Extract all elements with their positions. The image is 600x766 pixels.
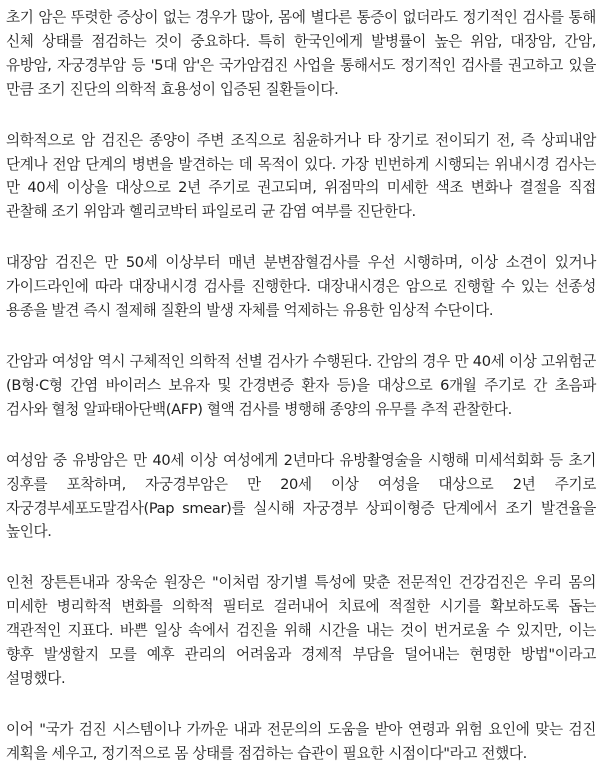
article-paragraph: 초기 암은 뚜렷한 증상이 없는 경우가 많아, 몸에 별다른 통증이 없더라도 정기적인 검사를 통해 신체 상태를 점검하는 것이 중요하다. 특히 한국인에게 발병률이 높은 위암, 대장암, 간암, 유방암, 자궁경부암 등 '5대 암'은 국가암검진 사업을 통해서도 정기적인 검사를 권고하고 있을 만큼 조기 진단의 의학적 효용성이 입증된 질환들이다. bbox=[6, 9, 596, 98]
article-paragraph: 의학적으로 암 검진은 종양이 주변 조직으로 침윤하거나 타 장기로 전이되기 전, 즉 상피내암 단계나 전암 단계의 병변을 발견하는 데 목적이 있다. 가장 빈번하게 시행되는 위내시경 검사는 만 40세 이상을 대상으로 2년 주기로 권고되며, 위점막의 미세한 색조 변화나 결절을 직접 관찰해 조기 위암과 헬리코박터 파일로리 균 감염 여부를 진단한다. bbox=[6, 131, 596, 221]
article-paragraph: 인천 장튼튼내과 장욱순 원장은 "이처럼 장기별 특성에 맞춘 전문적인 건강검진은 우리 몸의 미세한 병리학적 변화를 의학적 필터로 걸러내어 치료에 적절한 시기를 확보하도록 돕는 객관적인 지표다. 바쁜 일상 속에서 검진을 위해 시간을 내는 것이 번거로울 수 있지만, 이는 향후 발생할지 모를 예후 관리의 어려움과 경제적 부담을 덜어내는 현명한 방법"이라고 설명했다. bbox=[6, 574, 596, 687]
article-paragraph: 이어 "국가 검진 시스템이나 가까운 내과 전문의의 도움을 받아 연령과 위험 요인에 맞는 검진 계획을 세우고, 정기적으로 몸 상태를 점검하는 습관이 필요한 시점이다"라고 전했다. bbox=[6, 720, 596, 762]
article-paragraph: 여성암 중 유방암은 만 40세 이상 여성에게 2년마다 유방촬영술을 시행해 미세석회화 등 초기 징후를 포착하며, 자궁경부암은 만 20세 이상 여성을 대상으로 2년 주기로 자궁경부세포도말검사(Pap smear)를 실시해 자궁경부 상피이형증 단계에서 조기 발견율을 높인다. bbox=[6, 451, 596, 541]
article-paragraph: 간암과 여성암 역시 구체적인 의학적 선별 검사가 수행된다. 간암의 경우 만 40세 이상 고위험군(B형·C형 간염 바이러스 보유자 및 간경변증 환자 등)을 대상으로 6개월 주기로 간 초음파 검사와 혈청 알파태아단백(AFP) 혈액 검사를 병행해 종양의 유무를 추적 관찰한다. bbox=[6, 352, 596, 418]
article-paragraph: 대장암 검진은 만 50세 이상부터 매년 분변잠혈검사를 우선 시행하며, 이상 소견이 있거나 가이드라인에 따라 대장내시경 검사를 진행한다. 대장내시경은 암으로 진행할 수 있는 선종성 용종을 발견 즉시 절제해 질환의 발생 자체를 억제하는 유용한 임상적 수단이다. bbox=[6, 254, 596, 320]
